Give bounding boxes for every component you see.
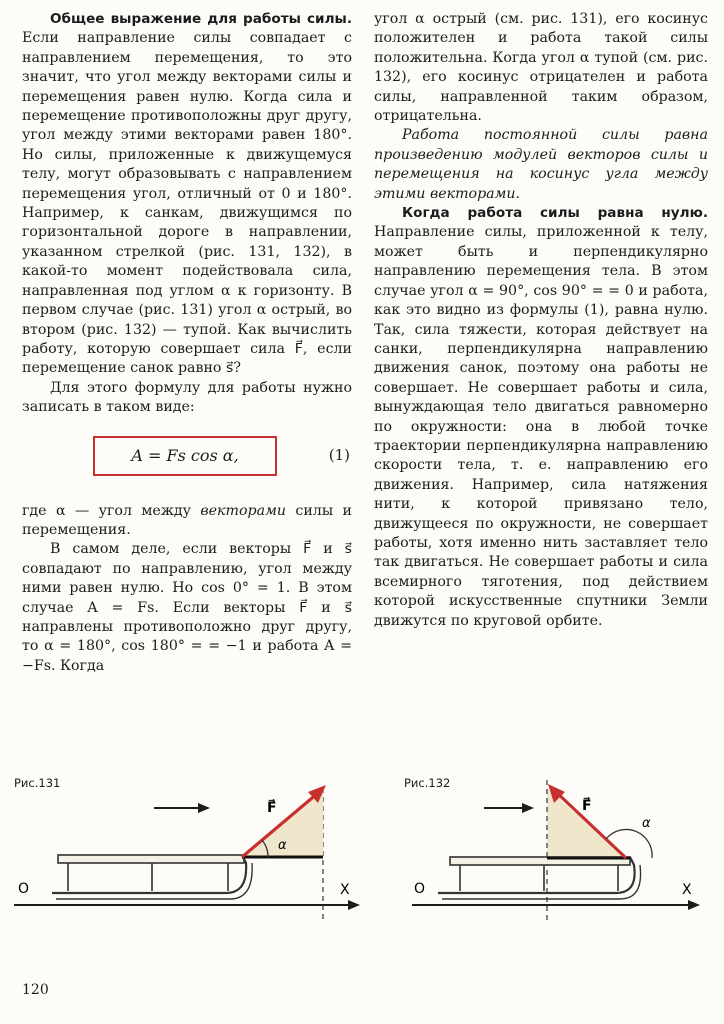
formula-block [22, 432, 352, 490]
angle-label: α [642, 816, 651, 831]
paragraph-indeed: В самом деле, если векторы F⃗ и s⃗ совпадают по направлению, угол между ними равен нулю. Но cos 0° = 1. В этом случае A = Fs. Если векторы F⃗ и s⃗ направлены противоположно друг другу, то α = 180°, cos 180° = = −1 и работа A = −Fs. Когда [22, 541, 352, 674]
origin-label: O [414, 881, 426, 897]
formula-box: A = Fs cos α, [93, 436, 277, 476]
paragraph-general-work [22, 10, 352, 379]
paragraph-zero-text: Направление силы, приложенной к телу, может быть и перпендикулярно направлению перемещения тела. В этом случае угол α = 90°, cos 90° = = 0 и работа, как это видно из формулы (1), равна нулю. Так, сила тяжести, которая действует на санки, перпендикулярна направлению движения санок, поэтому она работы не совершает. Не совершает работы и сила, вынуждающая тело двигаться равномерно по окружности: она в любой точке траектории перпендикулярна направлению скорости тела, т. е. направлению его движения. Например, сила натяжения нити, к которой привязано тело, движущееся по окружности, не совершает работы, хотя именно нить заставляет тело так двигаться. Не совершает работы и сила всемирного тяготения, под действием которой искусственные спутники Земли движутся по круговой орбите. [374, 224, 708, 629]
motion-arrow [154, 803, 210, 813]
figure-132 [392, 770, 712, 920]
force-label: F⃗ [267, 800, 277, 816]
sled [438, 857, 641, 899]
x-axis-label: X [340, 882, 350, 898]
angle-def-italic: векторами [200, 502, 286, 519]
left-column [22, 10, 352, 676]
figure-131 [0, 770, 370, 920]
page-number: 120 [22, 982, 49, 998]
paragraph-zero-work [374, 204, 708, 631]
paragraph-formula-intro: Для этого формулу для работы нужно записать в таком виде: [22, 379, 352, 416]
rule-statement: Работа постоянной силы равна произведению модулей векторов силы и перемещения на косинус угла между этими векторами. [374, 127, 708, 202]
paragraph-sign-of-work: угол α острый (см. рис. 131), его косинус положителен и работа такой силы положительна. Когда угол α тупой (см. рис. 132), его косинус отрицателен и работа силы, направленной таким образом, отрицательна. [374, 11, 708, 125]
paragraph-general-text: Если направление силы совпадает с направлением перемещения, то это значит, что угол между векторами силы и перемещения равен нулю. Когда сила и перемещение противоположны друг другу, угол между этими векторами равен 180°. Но силы, приложенные к движущемуся телу, могут образовывать с направлением перемещения угол, отличный от 0 и 180°. Например, к санкам, движущимся по горизонтальной дороге в направлении, указанном стрелкой (рис. 131, 132), в какой-то момент подействовала сила, направленная под углом α к горизонту. В первом случае (рис. 131) угол α острый, во втором (рис. 132) — тупой. Как вычислить работу, которую совершает сила F⃗, если перемещение санок равно s⃗? [22, 30, 352, 377]
paragraph-angle-def [22, 502, 352, 541]
x-axis-label: X [682, 882, 692, 898]
figure-132-caption: Рис.132 [404, 776, 451, 790]
angle-def-part1: где α — угол между [22, 502, 201, 519]
angle-label: α [278, 838, 287, 853]
motion-arrow [484, 803, 534, 813]
section-heading-zero: Когда работа силы равна нулю. [402, 205, 708, 222]
figure-131-caption: Рис.131 [14, 776, 61, 790]
section-heading-general: Общее выражение для работы силы. [50, 11, 352, 27]
origin-label: O [18, 881, 30, 897]
angle-def-part2: силы и перемещения. [22, 502, 352, 538]
right-column [374, 10, 708, 631]
formula-number: (1) [328, 445, 350, 464]
sled [52, 855, 252, 899]
force-label: F⃗ [582, 798, 592, 814]
